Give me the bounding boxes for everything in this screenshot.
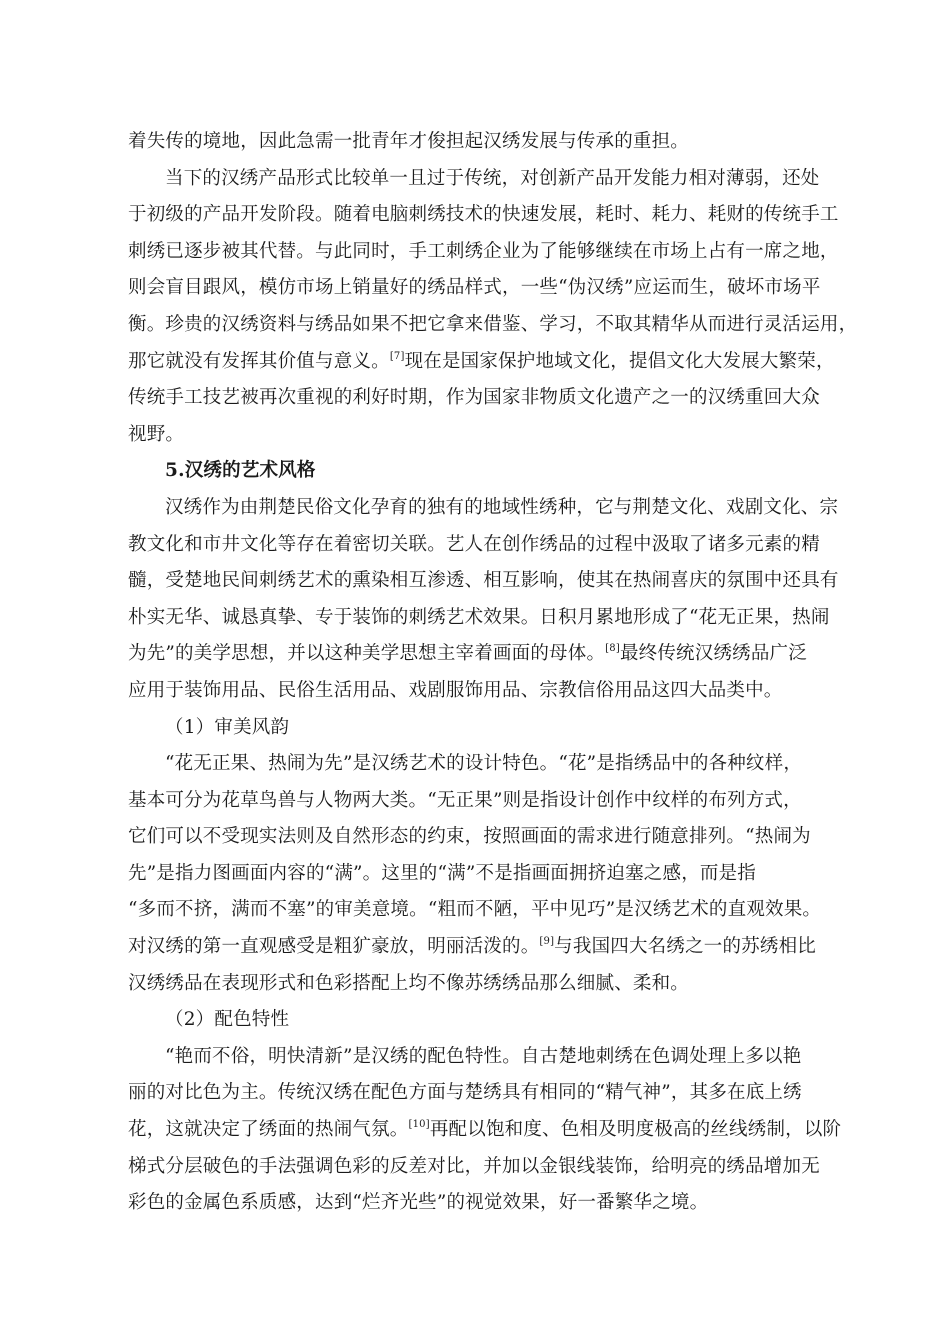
text-segment: 汉绣绣品在表现形式和色彩搭配上均不像苏绣绣品那么细腻、柔和。: [128, 972, 690, 994]
text-segment: （2）配色特性: [165, 1009, 290, 1031]
paragraph-line: [128, 197, 839, 234]
citation-marker: [7]: [389, 350, 405, 362]
text-segment: 刺绣已逐步被其代替。与此同时，手工刺绣企业为了能够继续在市场上占有一席之地，: [128, 240, 839, 262]
paragraph-line: [128, 929, 833, 966]
citation-marker: [8]: [605, 643, 620, 655]
text-segment: “多而不挤，满而不塞”的审美意境。“粗而不陋，平中见巧”是汉绣艺术的直观效果。: [128, 899, 822, 921]
text-segment: 花，这就决定了绣面的热闹气氛。: [128, 1119, 409, 1141]
text-segment: 5.汉绣的艺术风格: [165, 460, 316, 482]
paragraph-line: [128, 1039, 833, 1076]
paragraph-line: [128, 1112, 842, 1149]
paragraph-line: [128, 307, 858, 344]
paragraph-line: [128, 124, 833, 161]
document-body: [128, 124, 858, 1222]
text-segment: 髓，受楚地民间刺绣艺术的熏染相互渗透、相互影响，使其在热闹喜庆的氛围中还具有: [128, 570, 839, 592]
text-segment: 再配以饱和度、色相及明度极高的丝线绣制，以阶: [429, 1119, 842, 1141]
text-segment: 最终传统汉绣绣品广泛: [619, 643, 807, 665]
paragraph-line: [128, 746, 833, 783]
paragraph-line: [128, 417, 833, 454]
paragraph-line: [128, 966, 833, 1003]
text-segment: 则会盲目跟风，模仿市场上销量好的绣品样式，一些“伪汉绣”应运而生，破坏市场平: [128, 277, 821, 299]
text-segment: 当下的汉绣产品形式比较单一且过于传统，对创新产品开发能力相对薄弱，还处: [165, 167, 820, 189]
text-segment: 基本可分为花草鸟兽与人物两大类。“无正果”则是指设计创作中纹样的布列方式，: [128, 789, 802, 811]
subsection-heading: [128, 1002, 833, 1039]
paragraph-line: [128, 1075, 833, 1112]
text-segment: 彩色的金属色系质感，达到“烂齐光些”的视觉效果，好一番繁华之境。: [128, 1192, 709, 1214]
text-segment: 汉绣作为由荆楚民俗文化孕育的独有的地域性绣种，它与荆楚文化、戏剧文化、宗: [165, 496, 839, 518]
text-segment: 着失传的境地，因此急需一批青年才俊担起汉绣发展与传承的重担。: [128, 131, 690, 152]
paragraph-line: [128, 563, 839, 600]
text-segment: 与我国四大名绣之一的苏绣相比: [554, 936, 816, 958]
paragraph-line: [128, 600, 833, 637]
text-segment: 教文化和市井文化等存在着密切关联。艺人在创作绣品的过程中汲取了诸多元素的精: [128, 533, 820, 555]
paragraph-line: [128, 673, 833, 710]
paragraph-line: [128, 636, 833, 673]
text-segment: 视野。: [128, 423, 185, 445]
text-segment: 丽的对比色为主。传统汉绣在配色方面与楚绣具有相同的“精气神”，其多在底上绣: [128, 1082, 802, 1104]
section-heading: [128, 453, 833, 490]
citation-marker: [10]: [408, 1119, 430, 1131]
text-segment: 为先”的美学思想，并以这种美学思想主宰着画面的母体。: [128, 643, 606, 665]
text-segment: “花无正果、热闹为先”是汉绣艺术的设计特色。“花”是指绣品中的各种纹样，: [165, 753, 803, 775]
paragraph-line: [128, 783, 833, 820]
text-segment: 现在是国家保护地域文化，提倡文化大发展大繁荣，: [404, 350, 835, 372]
text-segment: 它们可以不受现实法则及自然形态的约束，按照画面的需求进行随意排列。“热闹为: [128, 826, 811, 848]
text-segment: 应用于装饰用品、民俗生活用品、戏剧服饰用品、宗教信俗用品这四大品类中。: [128, 679, 783, 701]
text-segment: 梯式分层破色的手法强调色彩的反差对比，并加以金银线装饰，给明亮的绣品增加无: [128, 1155, 820, 1177]
text-segment: “艳而不俗，明快清新”是汉绣的配色特性。自古楚地刺绣在色调处理上多以艳: [165, 1045, 802, 1067]
citation-marker: [9]: [539, 936, 555, 948]
paragraph-line: [128, 161, 833, 198]
paragraph-line: [128, 892, 833, 929]
paragraph-line: [128, 527, 833, 564]
paragraph-line: [128, 380, 833, 417]
paragraph-line: [128, 344, 833, 381]
paragraph-line: [128, 270, 833, 307]
paragraph-line: [128, 1149, 833, 1186]
paragraph-line: [128, 490, 839, 527]
text-segment: 对汉绣的第一直观感受是粗犷豪放，明丽活泼的。: [128, 936, 540, 958]
text-segment: 朴实无华、诚恳真挚、专于装饰的刺绣艺术效果。日积月累地形成了“花无正果，热闹: [128, 606, 830, 628]
text-segment: 传统手工技艺被再次重视的利好时期，作为国家非物质文化遗产之一的汉绣重回大众: [128, 387, 820, 409]
text-segment: 衡。珍贵的汉绣资料与绣品如果不把它拿来借鉴、学习，不取其精华从而进行灵活运用，: [128, 313, 858, 335]
text-segment: （1）审美风韵: [165, 716, 290, 738]
paragraph-line: [128, 1185, 833, 1222]
paragraph-line: [128, 819, 833, 856]
paragraph-line: [128, 234, 839, 271]
paragraph-line: [128, 856, 833, 893]
text-segment: 那它就没有发挥其价值与意义。: [128, 350, 390, 372]
subsection-heading: [128, 710, 833, 747]
text-segment: 先”是指力图画面内容的“满”。这里的“满”不是指画面拥挤迫塞之感，而是指: [128, 862, 756, 884]
text-segment: 于初级的产品开发阶段。随着电脑刺绣技术的快速发展，耗时、耗力、耗财的传统手工: [128, 204, 839, 226]
